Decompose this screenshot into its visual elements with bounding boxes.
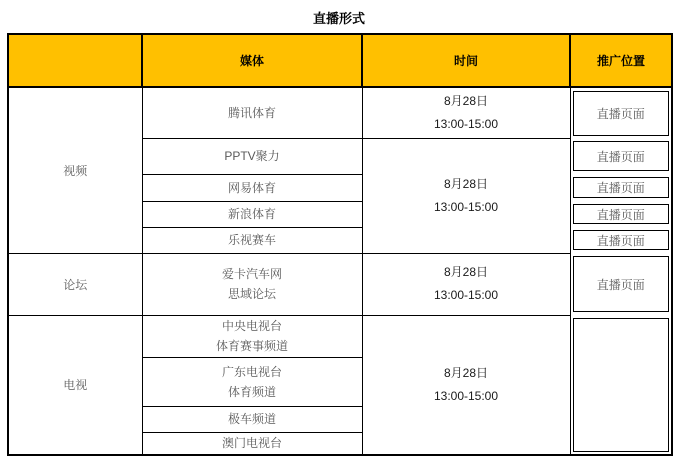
media-name-line2: 思域论坛 [227, 287, 276, 301]
promo-box [573, 230, 670, 250]
time-cell-merged [362, 315, 570, 455]
media-cell [142, 406, 362, 432]
promo-box [573, 177, 670, 198]
media-name: 乐视赛车 [227, 233, 276, 247]
promo-cell-empty [570, 315, 672, 455]
time-date: 8月28日 [443, 93, 489, 108]
promo-cell [570, 227, 672, 253]
promo-label: 直播页面 [596, 277, 645, 292]
header-category [8, 34, 142, 87]
media-name-line1: 广东电视台 [221, 364, 282, 379]
time-range: 13:00-15:00 [433, 199, 499, 214]
time-date: 8月28日 [443, 265, 489, 279]
promo-box-empty [573, 318, 670, 452]
promo-cell [570, 253, 672, 315]
time-range: 13:00-15:00 [433, 288, 499, 302]
media-cell [142, 174, 362, 201]
promo-box [573, 204, 670, 224]
time-cell [362, 87, 570, 138]
category-cell-tv: 电视 [8, 315, 142, 455]
media-name-line2: 体育赛事频道 [215, 339, 288, 353]
media-name: 腾讯体育 [227, 105, 276, 120]
table-row [8, 315, 672, 357]
promo-cell [570, 87, 672, 138]
category-cell-video: 视频 [8, 87, 142, 253]
table-title: 直播形式 [312, 11, 365, 26]
header-promotion: 推广位置 [570, 34, 672, 87]
media-cell [142, 315, 362, 357]
media-cell [142, 87, 362, 138]
time-range: 13:00-15:00 [433, 388, 499, 403]
media-cell [142, 357, 362, 406]
promo-box [573, 256, 670, 312]
promo-label: 直播页面 [596, 149, 645, 164]
header-row [8, 34, 672, 87]
time-cell-merged [362, 138, 570, 253]
media-name: 网易体育 [227, 180, 276, 195]
category-cell-forum: 论坛 [8, 253, 142, 315]
time-date: 8月28日 [443, 176, 489, 191]
media-name-line2: 体育频道 [227, 384, 276, 399]
media-name: 新浪体育 [227, 207, 276, 221]
media-name: PPTV聚力 [224, 149, 280, 163]
table-row [8, 253, 672, 315]
promo-label: 直播页面 [596, 233, 645, 248]
media-name-line1: 中央电视台 [221, 319, 282, 333]
time-range: 13:00-15:00 [433, 116, 499, 131]
media-cell [142, 253, 362, 315]
promo-cell [570, 174, 672, 201]
header-media: 媒体 [142, 34, 362, 87]
table-row [8, 87, 672, 138]
promo-box [573, 141, 670, 171]
media-cell [142, 432, 362, 455]
media-cell [142, 227, 362, 253]
broadcast-table [7, 33, 673, 456]
media-name: 极车频道 [227, 412, 276, 426]
promo-label: 直播页面 [596, 207, 645, 222]
promo-cell [570, 201, 672, 227]
media-cell [142, 138, 362, 174]
media-cell [142, 201, 362, 227]
promo-box [573, 91, 670, 136]
time-date: 8月28日 [443, 365, 489, 380]
promo-label: 直播页面 [596, 106, 645, 121]
promo-label: 直播页面 [596, 181, 645, 195]
media-name: 澳门电视台 [221, 436, 282, 451]
promo-cell [570, 138, 672, 174]
time-cell [362, 253, 570, 315]
header-time: 时间 [362, 34, 570, 87]
media-name-line1: 爱卡汽车网 [221, 267, 282, 281]
